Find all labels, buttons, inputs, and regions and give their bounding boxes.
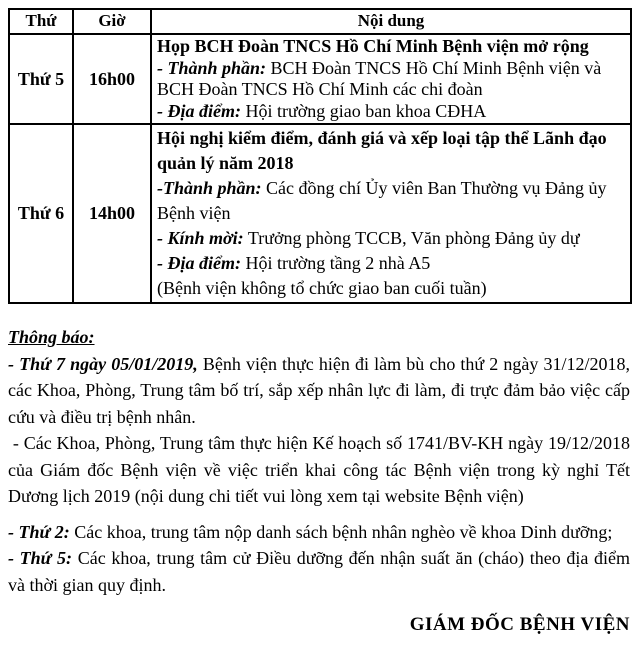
notice-paragraph	[8, 519, 630, 546]
detail-text: Hội trường tầng 2 nhà A5	[240, 253, 431, 273]
event-detail-line	[157, 58, 601, 100]
notice-lead: - Thứ 2:	[8, 521, 70, 542]
day-cell: Thứ 6	[9, 124, 73, 303]
event-detail-line	[157, 253, 430, 273]
detail-text: Trưởng phòng TCCB, Văn phòng Đảng ủy dự	[243, 228, 580, 248]
time-cell: 14h00	[73, 124, 151, 303]
notice-text: - Các Khoa, Phòng, Trung tâm thực hiện Kế hoạch số 1741/BV-KH ngày 19/12/2018 của Giám đốc Bệnh viện về việc triển khai công tác Bệnh viện trong kỳ nghỉ Tết Dương lịch 2019 (nội dung chi tiết vui lòng xem tại website Bệnh viện)	[8, 433, 630, 506]
notice-paragraph	[8, 430, 630, 510]
notice-paragraph	[8, 545, 630, 598]
notice-lead: - Thứ 7 ngày 05/01/2019,	[8, 353, 198, 374]
detail-label: - Địa điểm:	[157, 253, 241, 273]
detail-text: (Bệnh viện không tổ chức giao ban cuối tuần)	[157, 278, 487, 298]
signature: GIÁM ĐỐC BỆNH VIỆN	[409, 614, 630, 635]
detail-label: - Thành phần:	[157, 57, 267, 78]
event-title: Họp BCH Đoàn TNCS Hồ Chí Minh Bệnh viện mở rộng	[157, 36, 589, 56]
notice-heading: Thông báo:	[8, 327, 95, 347]
notices-section	[8, 324, 630, 639]
notice-paragraph	[8, 351, 630, 431]
event-detail-line	[157, 101, 486, 121]
notice-lead: - Thứ 5:	[8, 548, 73, 568]
detail-text: Hội trường giao ban khoa CĐHA	[240, 100, 487, 121]
table-header-row	[9, 9, 631, 34]
notice-text: Các khoa, trung tâm nộp danh sách bệnh nhân nghèo về khoa Dinh dưỡng;	[69, 521, 613, 542]
content-cell	[151, 124, 631, 303]
detail-text: Các đồng chí Ủy viên Ban Thường vụ Đảng ủy Bệnh viện	[157, 178, 607, 223]
event-detail-line	[157, 278, 487, 298]
time-cell: 16h00	[73, 34, 151, 124]
detail-label: - Địa điểm:	[157, 100, 241, 121]
event-title: Hội nghị kiểm điểm, đánh giá và xếp loại tập thể Lãnh đạo quản lý năm 2018	[157, 128, 607, 173]
event-detail-line	[157, 178, 606, 223]
table-row-thu5	[9, 34, 631, 124]
col-header-content: Nội dung	[151, 9, 631, 34]
schedule-table	[8, 8, 632, 304]
col-header-day: Thứ	[9, 9, 73, 34]
col-header-time: Giờ	[73, 9, 151, 34]
notice-text: Bệnh viện thực hiện đi làm bù cho thứ 2 ngày 31/12/2018, các Khoa, Phòng, Trung tâm bố trí, sắp xếp nhân lực đi làm, đi trực đảm bảo việc cấp cứu và điều trị bệnh nhân.	[8, 353, 630, 427]
day-cell: Thứ 5	[9, 34, 73, 124]
detail-text: BCH Đoàn TNCS Hồ Chí Minh Bệnh viện và BCH Đoàn TNCS Hồ Chí Minh các chi đoàn	[157, 57, 602, 99]
detail-label: -Thành phần:	[157, 178, 262, 198]
detail-label: - Kính mời:	[157, 228, 244, 248]
content-cell	[151, 34, 631, 124]
event-detail-line	[157, 228, 580, 248]
notice-text: Các khoa, trung tâm cử Điều dưỡng đến nhận suất ăn (cháo) theo địa điểm và thời gian quy định.	[8, 548, 631, 595]
table-row-thu6	[9, 124, 631, 303]
